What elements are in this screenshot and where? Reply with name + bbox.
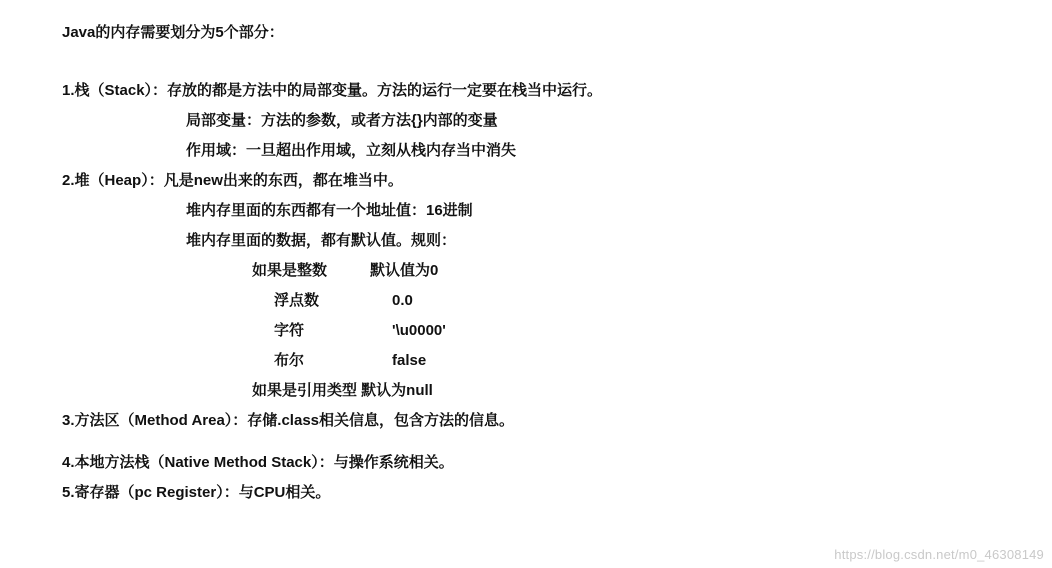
default-value-type: 如果是整数 <box>252 262 328 279</box>
section-2-detail-2: 堆内存里面的数据，都有默认值。规则： <box>186 232 457 249</box>
default-value-value: 0.0 <box>392 292 413 309</box>
spacer <box>0 436 1052 448</box>
default-value-value: false <box>392 352 427 369</box>
section-2-heading: 2.堆（Heap）：凡是new出来的东西，都在堆当中。 <box>62 172 403 189</box>
default-value-type: 浮点数 <box>274 292 320 309</box>
section-2-detail-1: 堆内存里面的东西都有一个地址值：16进制 <box>186 202 473 219</box>
watermark: https://blog.csdn.net/m0_46308149 <box>834 547 1044 562</box>
default-value-row <box>0 286 1052 316</box>
section-5-heading: 5.寄存器（pc Register）：与CPU相关。 <box>62 484 331 501</box>
section-1-detail-1: 局部变量：方法的参数，或者方法{}内部的变量 <box>186 112 498 129</box>
default-value-row <box>0 256 1052 286</box>
document-title: Java的内存需要划分为5个部分： <box>62 24 284 41</box>
section-1-heading: 1.栈（Stack）：存放的都是方法中的局部变量。方法的运行一定要在栈当中运行。 <box>62 82 603 99</box>
default-value-type: 布尔 <box>274 352 305 369</box>
default-value-row <box>0 316 1052 346</box>
default-value-type: 字符 <box>274 322 305 339</box>
reference-default-line: 如果是引用类型 默认为null <box>252 382 433 399</box>
spacer <box>0 48 1052 76</box>
default-value-value: 默认值为0 <box>370 262 439 279</box>
section-4-heading: 4.本地方法栈（Native Method Stack）：与操作系统相关。 <box>62 454 454 471</box>
section-3-heading: 3.方法区（Method Area）：存储.class相关信息，包含方法的信息。 <box>62 412 515 429</box>
default-value-value: '\u0000' <box>392 322 446 339</box>
section-1-detail-2: 作用域：一旦超出作用域，立刻从栈内存当中消失 <box>186 142 517 159</box>
default-value-row <box>0 346 1052 376</box>
